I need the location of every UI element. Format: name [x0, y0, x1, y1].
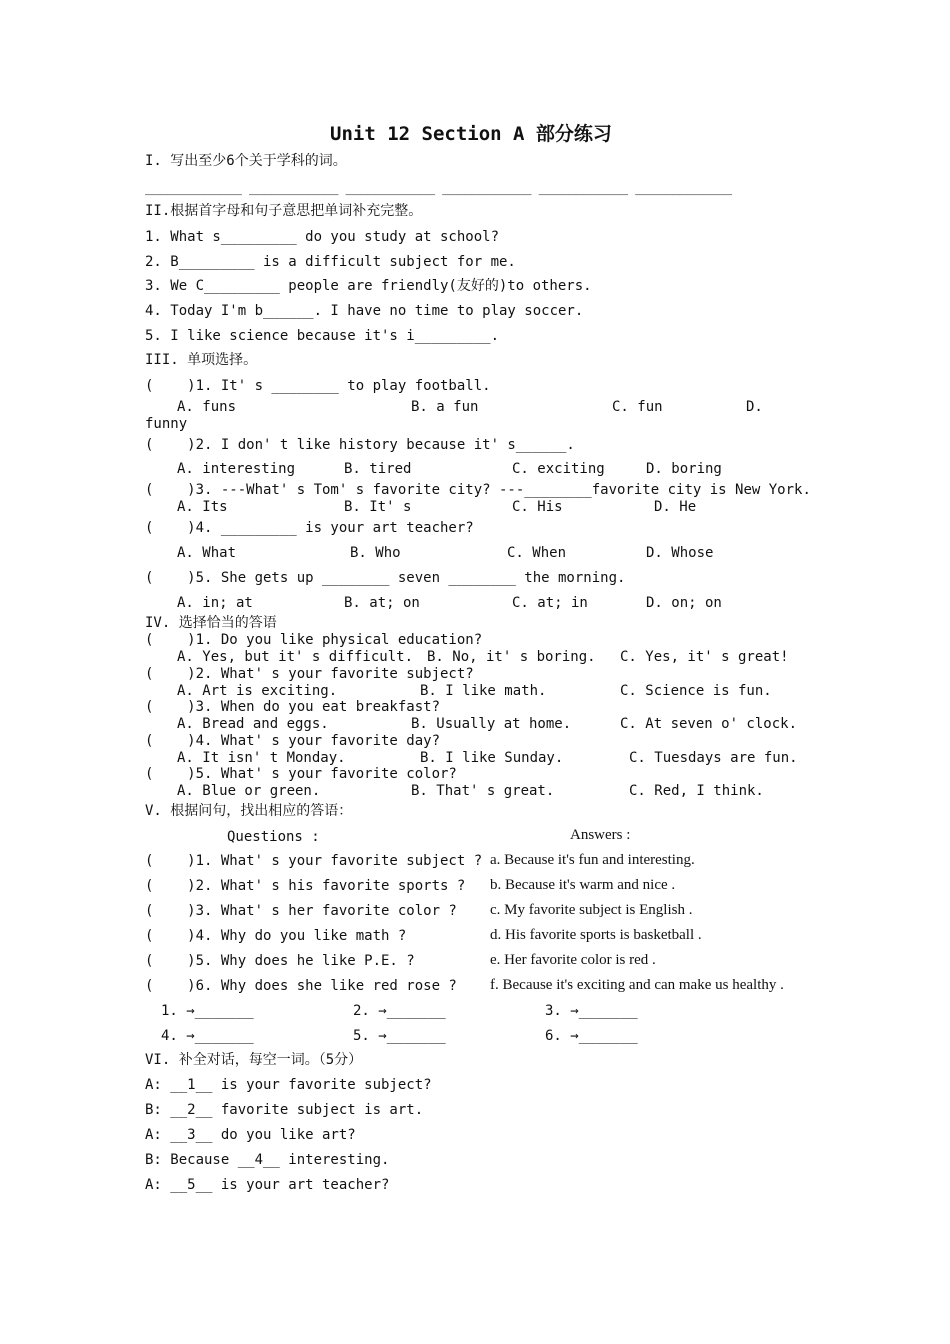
choice-option-a: A. What [177, 545, 237, 561]
choice-option-a: A. Its [177, 499, 228, 515]
choice-option-c: C. exciting [512, 461, 605, 477]
dialogue-line: B: __2__ favorite subject is art. [145, 1102, 424, 1118]
match-answer: b. Because it's warm and nice . [490, 877, 676, 893]
response-option-c: C. Science is fun. [620, 683, 772, 699]
dialogue-line: A: __5__ is your art teacher? [145, 1177, 390, 1193]
match-question: ( )2. What' s his favorite sports ? [145, 878, 466, 894]
response-option-b: B. Usually at home. [411, 716, 572, 732]
match-slot: 1. →_______ [161, 1003, 254, 1019]
choice-question-stem: ( )5. She gets up ________ seven ________ the morning. [145, 570, 626, 586]
match-answer: c. My favorite subject is English . [490, 902, 693, 918]
response-option-c: C. Tuesdays are fun. [629, 750, 798, 766]
match-answer: e. Her favorite color is red . [490, 952, 656, 968]
match-question: ( )3. What' s her favorite color ? [145, 903, 457, 919]
response-question-stem: ( )4. What' s your favorite day? [145, 733, 441, 749]
choice-option-d: D. on; on [646, 595, 722, 611]
match-answer: d. His favorite sports is basketball . [490, 927, 702, 943]
choice-option-c: C. at; in [512, 595, 588, 611]
response-option-c: C. Red, I think. [629, 783, 764, 799]
response-question-stem: ( )1. Do you like physical education? [145, 632, 483, 648]
choice-option-b: B. a fun [411, 399, 479, 415]
questions-column-header: Questions : [227, 829, 320, 845]
fill-item: 2. B_________ is a difficult subject for me. [145, 254, 516, 270]
choice-question-stem: ( )2. I don' t like history because it' s______. [145, 437, 575, 453]
dialogue-line: A: __3__ do you like art? [145, 1127, 356, 1143]
choice-option-d: D. Whose [646, 545, 714, 561]
match-slot: 2. →_______ [353, 1003, 446, 1019]
response-option-a: A. It isn' t Monday. [177, 750, 346, 766]
response-option-c: C. At seven o' clock. [620, 716, 798, 732]
match-answer: f. Because it's exciting and can make us healthy . [490, 977, 784, 993]
section-3-heading: III. 单项选择。 [145, 352, 258, 368]
choice-option-b: B. Who [350, 545, 401, 561]
fill-item: 4. Today I'm b______. I have no time to play soccer. [145, 303, 584, 319]
choice-option-d: D. boring [646, 461, 722, 477]
section-1-heading: I. 写出至少6个关于学科的词。 [145, 153, 347, 169]
response-option-a: A. Bread and eggs. [177, 716, 329, 732]
section-1-blank-lines: _____________ ____________ ____________ ____________ ____________ _____________ [145, 181, 732, 196]
dialogue-line: B: Because __4__ interesting. [145, 1152, 390, 1168]
answers-column-header: Answers : [570, 827, 631, 843]
section-4-heading: IV. 选择恰当的答语 [145, 615, 277, 631]
match-slot: 6. →_______ [545, 1028, 638, 1044]
response-option-a: A. Yes, but it' s difficult. [177, 649, 414, 665]
response-option-b: B. I like Sunday. [420, 750, 564, 766]
section-5-heading: V. 根据问句，找出相应的答语： [145, 803, 353, 819]
fill-item: 5. I like science because it's i_________. [145, 328, 500, 344]
match-slot: 3. →_______ [545, 1003, 638, 1019]
response-question-stem: ( )3. When do you eat breakfast? [145, 699, 441, 715]
dialogue-line: A: __1__ is your favorite subject? [145, 1077, 432, 1093]
match-question: ( )6. Why does she like red rose ? [145, 978, 457, 994]
choice-option-c: C. His [512, 499, 563, 515]
match-slot: 4. →_______ [161, 1028, 254, 1044]
fill-item: 3. We C_________ people are friendly(友好的)to others. [145, 278, 592, 294]
match-slot: 5. →_______ [353, 1028, 446, 1044]
choice-option-b: B. at; on [344, 595, 420, 611]
response-question-stem: ( )5. What' s your favorite color? [145, 766, 457, 782]
choice-option-b: B. It' s [344, 499, 412, 515]
fill-item: 1. What s_________ do you study at school? [145, 229, 500, 245]
choice-option-d: D. [746, 399, 763, 415]
section-2-heading: II.根据首字母和句子意思把单词补充完整。 [145, 203, 423, 219]
response-option-b: B. I like math. [420, 683, 547, 699]
match-answer: a. Because it's fun and interesting. [490, 852, 695, 868]
choice-question-stem: ( )1. It' s ________ to play football. [145, 378, 491, 394]
match-question: ( )1. What' s your favorite subject ? [145, 853, 483, 869]
choice-option-b: B. tired [344, 461, 412, 477]
section-6-heading: VI. 补全对话，每空一词。（5分） [145, 1052, 363, 1068]
match-question: ( )4. Why do you like math ? [145, 928, 407, 944]
choice-question-stem: ( )4. _________ is your art teacher? [145, 520, 474, 536]
worksheet-title: Unit 12 Section A 部分练习 [330, 123, 612, 145]
response-option-a: A. Art is exciting. [177, 683, 338, 699]
response-option-b: B. That' s great. [411, 783, 555, 799]
choice-option-c: C. When [507, 545, 567, 561]
choice-option-d-wrap: funny [145, 416, 188, 432]
choice-option-a: A. interesting [177, 461, 296, 477]
response-option-a: A. Blue or green. [177, 783, 321, 799]
match-question: ( )5. Why does he like P.E. ? [145, 953, 415, 969]
choice-option-a: A. funs [177, 399, 237, 415]
response-question-stem: ( )2. What' s your favorite subject? [145, 666, 474, 682]
choice-option-a: A. in; at [177, 595, 253, 611]
choice-option-c: C. fun [612, 399, 663, 415]
response-option-b: B. No, it' s boring. [427, 649, 596, 665]
response-option-c: C. Yes, it' s great! [620, 649, 789, 665]
choice-option-d: D. He [654, 499, 697, 515]
choice-question-stem: ( )3. ---What' s Tom' s favorite city? ---________favorite city is New York. [145, 482, 811, 498]
